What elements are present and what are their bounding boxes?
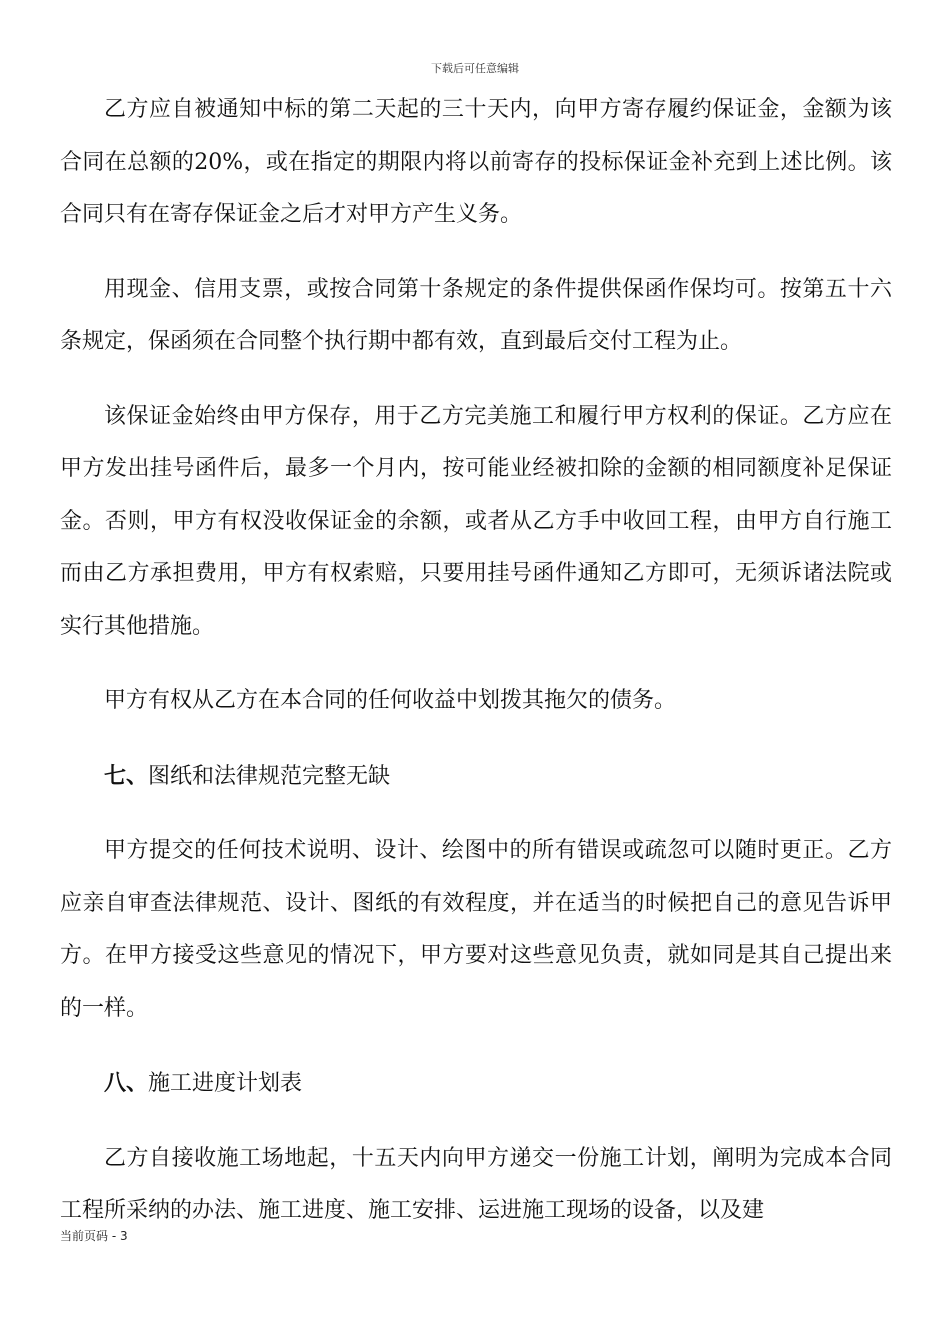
section-8-number: 八、 xyxy=(104,1070,149,1096)
section-8-paragraph: 乙方自接收施工场地起，十五天内向甲方递交一份施工计划，阐明为完成本合同工程所采纳的办法、施工进度、施工安排、运进施工现场的设备，以及建 xyxy=(60,1145,892,1223)
section-7-number: 七、 xyxy=(104,762,149,789)
section-8-heading xyxy=(60,1057,892,1111)
section-7-heading xyxy=(60,750,892,804)
document-body xyxy=(60,84,892,1260)
paragraph-bond-forms: 用现金、信用支票，或按合同第十条规定的条件提供保函作保均可。按第五十六条规定，保函须在合同整个执行期中都有效，直到最后交付工程为止。 xyxy=(60,276,892,354)
section-8-title: 施工进度计划表 xyxy=(148,1071,303,1096)
paragraph-bond-custody: 该保证金始终由甲方保存，用于乙方完美施工和履行甲方权利的保证。乙方应在甲方发出挂号函件后，最多一个月内，按可能业经被扣除的金额的相同额度补足保证金。否则，甲方有权没收保证金的余额，或者从乙方手中收回工程，由甲方自行施工而由乙方承担费用，甲方有权索赔，只要用挂号函件通知乙方即可，无须诉诸法院或实行其他措施。 xyxy=(60,403,892,639)
section-7-paragraph: 甲方提交的任何技术说明、设计、绘图中的所有错误或疏忽可以随时更正。乙方应亲自审查法律规范、设计、图纸的有效程度，并在适当的时候把自己的意见告诉甲方。在甲方接受这些意见的情况下，甲方要对这些意见负责，就如同是其自己提出来的一样。 xyxy=(60,838,892,1021)
paragraph-debt-deduction: 甲方有权从乙方在本合同的任何收益中划拨其拖欠的债务。 xyxy=(104,688,677,713)
header-note: 下载后可任意编辑 xyxy=(431,62,519,75)
page-number: 当前页码 - 3 xyxy=(60,1229,128,1243)
paragraph-performance-bond: 乙方应自被通知中标的第二天起的三十天内，向甲方寄存履约保证金，金额为该合同在总额的20%，或在指定的期限内将以前寄存的投标保证金补充到上述比例。该合同只有在寄存保证金之后才对甲方产生义务。 xyxy=(60,97,892,227)
section-7-title: 图纸和法律规范完整无缺 xyxy=(148,763,391,789)
